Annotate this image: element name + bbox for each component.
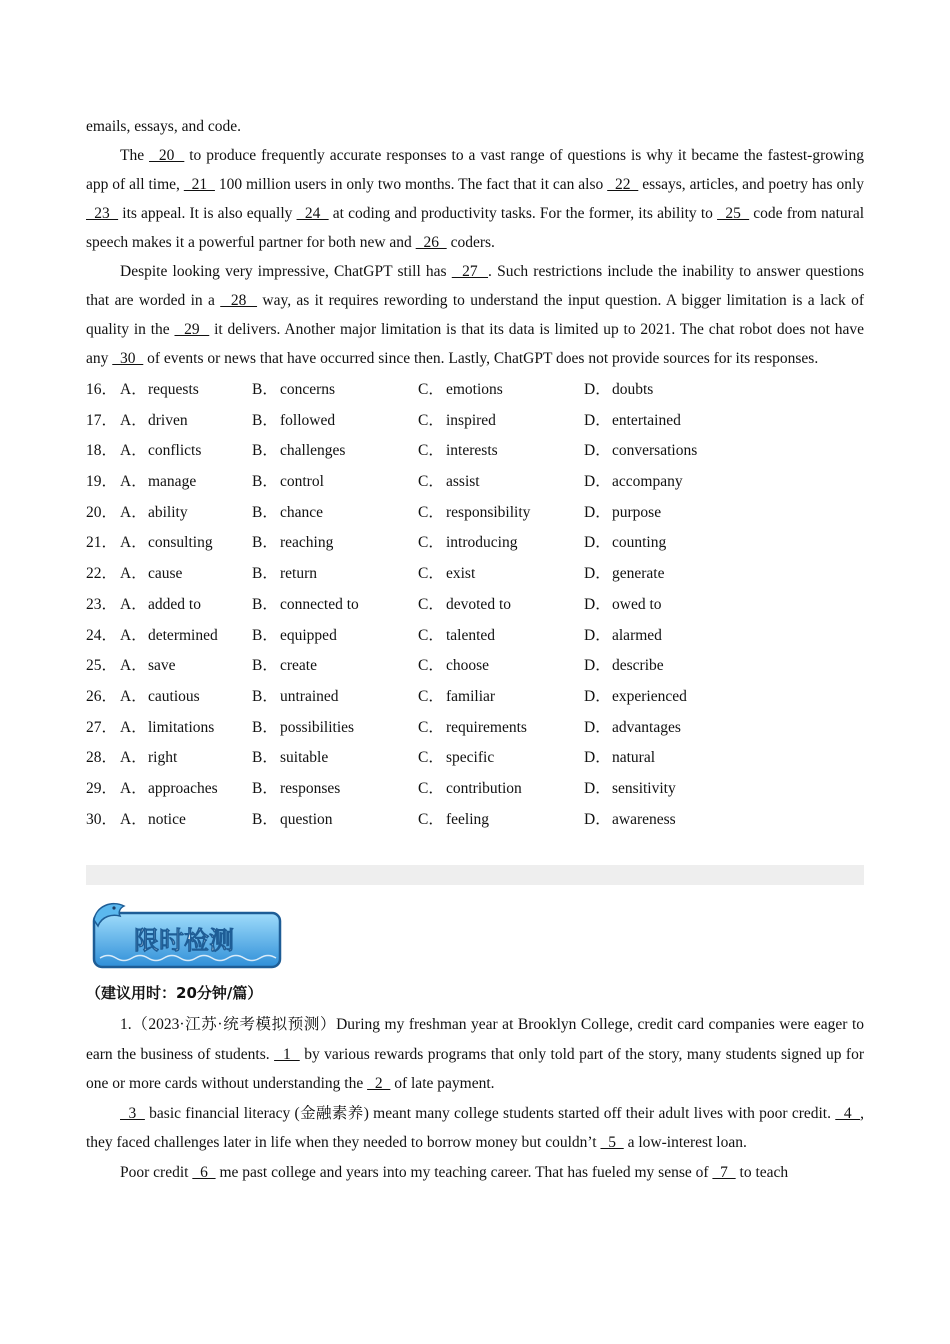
option-c [418, 590, 584, 621]
suggested-time: （建议用时：20分钟/篇） [86, 984, 263, 1002]
option-text: create [280, 657, 317, 675]
option-letter: A． [120, 411, 147, 429]
option-text: suitable [280, 749, 329, 767]
text-run: to teach [735, 1163, 789, 1181]
option-text: approaches [148, 779, 218, 797]
question-row [86, 743, 864, 774]
option-text: assist [446, 473, 480, 491]
option-c [418, 528, 584, 559]
option-letter: B． [252, 595, 278, 613]
option-c [418, 375, 584, 406]
option-text: requirements [446, 718, 527, 736]
option-d [584, 651, 754, 682]
option-text: choose [446, 657, 490, 675]
option-letter: C． [418, 749, 444, 767]
option-text: inspired [446, 411, 496, 429]
question-number: 19． [86, 473, 118, 491]
option-b [252, 406, 418, 437]
option-text: counting [612, 534, 667, 552]
option-letter: C． [418, 718, 444, 736]
question-number: 24． [86, 626, 118, 644]
option-text: talented [446, 626, 496, 644]
option-text: possibilities [280, 718, 355, 736]
option-letter: A． [120, 442, 147, 460]
passage-two [86, 1010, 864, 1187]
option-c [418, 621, 584, 652]
option-a [120, 682, 252, 713]
passage-one [86, 112, 864, 835]
text-run: 100 million users in only two months. The fact that it can also [214, 176, 608, 193]
option-b [252, 682, 418, 713]
option-text: owed to [612, 595, 662, 613]
option-c [418, 651, 584, 682]
option-letter: D． [584, 565, 611, 583]
option-b [252, 467, 418, 498]
question-number: 27． [86, 718, 118, 736]
option-letter: C． [418, 534, 444, 552]
option-text: natural [612, 749, 656, 767]
option-a [120, 559, 252, 590]
option-c [418, 559, 584, 590]
question-row [86, 682, 864, 713]
option-letter: B． [252, 565, 278, 583]
option-letter: B． [252, 411, 278, 429]
option-a [120, 375, 252, 406]
question-number: 21． [86, 534, 118, 552]
option-text: control [280, 473, 324, 491]
option-text: emotions [446, 381, 503, 398]
option-letter: C． [418, 411, 444, 429]
option-letter: C． [418, 657, 444, 675]
option-letter: B． [252, 810, 278, 828]
option-letter: D． [584, 779, 611, 797]
option-text: specific [446, 749, 495, 767]
option-a [120, 436, 252, 467]
question-number: 18． [86, 442, 118, 460]
text-run: to produce frequently accurate responses to a vast range of questions is why it became the fastest-growing app of all time, [86, 147, 864, 193]
option-text: generate [612, 565, 665, 583]
option-letter: B． [252, 534, 278, 552]
option-a [120, 406, 252, 437]
option-letter: D． [584, 442, 611, 460]
option-letter: D． [584, 810, 611, 828]
options-table [86, 375, 864, 835]
option-letter: C． [418, 687, 444, 705]
text-run: of events or news that have occurred since then. Lastly, ChatGPT does not provide sources for its responses. [143, 350, 819, 367]
option-d [584, 805, 754, 836]
question-row [86, 406, 864, 437]
option-c [418, 436, 584, 467]
answer-blank: 29 [174, 321, 210, 338]
option-text: doubts [612, 381, 654, 398]
question-row [86, 713, 864, 744]
option-letter: B． [252, 626, 278, 644]
option-text: awareness [612, 810, 676, 828]
question-number: 28． [86, 749, 118, 767]
option-b [252, 651, 418, 682]
option-c [418, 774, 584, 805]
option-text: question [280, 810, 333, 828]
option-letter: D． [584, 749, 611, 767]
option-text: experienced [612, 687, 687, 705]
question-row [86, 559, 864, 590]
option-letter: A． [120, 534, 147, 552]
option-d [584, 436, 754, 467]
option-letter: C． [418, 779, 444, 797]
option-c [418, 713, 584, 744]
option-letter: B． [252, 381, 278, 398]
option-d [584, 743, 754, 774]
option-letter: B． [252, 749, 278, 767]
option-letter: A． [120, 749, 147, 767]
option-letter: A． [120, 810, 147, 828]
passage-paragraph-2 [86, 257, 864, 373]
answer-blank: 22 [607, 176, 639, 193]
option-c [418, 467, 584, 498]
text-run: code from natural speech makes it a powerful partner for both new and [86, 205, 865, 251]
text-run: basic financial literacy (金融素养) meant many college students started off their adult lives with poor credit. [144, 1104, 836, 1122]
option-text: save [148, 657, 176, 675]
option-letter: D． [584, 381, 611, 398]
question-number: 29． [86, 779, 118, 797]
option-letter: C． [418, 381, 444, 398]
passage2-paragraph-3 [86, 1158, 864, 1188]
option-b [252, 375, 418, 406]
option-text: consulting [148, 534, 213, 552]
answer-blank: 25 [717, 205, 750, 222]
option-letter: B． [252, 718, 278, 736]
option-letter: D． [584, 626, 611, 644]
answer-blank: 24 [296, 205, 329, 222]
option-letter: C． [418, 810, 444, 828]
option-text: interests [446, 442, 498, 460]
option-d [584, 682, 754, 713]
option-a [120, 590, 252, 621]
option-letter: D． [584, 595, 611, 613]
text-run: , they faced challenges later in life when they needed to borrow money but couldn’t [86, 1104, 865, 1151]
option-c [418, 805, 584, 836]
answer-blank: 26 [415, 234, 447, 251]
option-b [252, 528, 418, 559]
question-number: 17． [86, 411, 118, 429]
option-c [418, 406, 584, 437]
option-letter: C． [418, 442, 444, 460]
option-b [252, 498, 418, 529]
option-letter: D． [584, 687, 611, 705]
option-a [120, 805, 252, 836]
question-number: 22． [86, 565, 118, 583]
option-text: introducing [446, 534, 518, 552]
text-run: of late payment. [390, 1075, 495, 1092]
answer-blank: 3 [120, 1104, 145, 1122]
option-b [252, 436, 418, 467]
question-number: 30． [86, 810, 118, 828]
option-text: purpose [612, 503, 662, 521]
option-text: requests [148, 381, 199, 398]
option-text: untrained [280, 687, 339, 705]
option-letter: C． [418, 503, 444, 521]
answer-blank: 4 [835, 1104, 861, 1122]
option-text: chance [280, 503, 324, 521]
question-number: 20． [86, 503, 118, 521]
text-run: way, as it requires rewording to understand the input question. A bigger limitation is a lack of quality in the [86, 292, 865, 338]
option-b [252, 743, 418, 774]
option-text: accompany [612, 473, 683, 491]
option-b [252, 774, 418, 805]
answer-blank: 1 [274, 1045, 300, 1063]
text-run: Poor credit [120, 1163, 193, 1181]
option-letter: D． [584, 657, 611, 675]
question-row [86, 805, 864, 836]
option-d [584, 559, 754, 590]
option-a [120, 528, 252, 559]
option-text: challenges [280, 442, 346, 460]
option-text: alarmed [612, 626, 662, 644]
option-text: connected to [280, 595, 359, 613]
option-d [584, 590, 754, 621]
option-text: responsibility [446, 503, 531, 521]
option-letter: A． [120, 565, 147, 583]
question-row [86, 590, 864, 621]
question-row [86, 467, 864, 498]
timed-test-banner [90, 898, 284, 972]
option-text: right [148, 749, 178, 767]
option-a [120, 651, 252, 682]
option-text: notice [148, 810, 186, 828]
option-c [418, 743, 584, 774]
text-run: at coding and productivity tasks. For the former, its ability to [328, 205, 718, 222]
option-b [252, 805, 418, 836]
option-letter: D． [584, 534, 611, 552]
answer-blank: 2 [367, 1075, 391, 1092]
question-number: 23． [86, 595, 118, 613]
passage-paragraph-1 [86, 141, 864, 257]
answer-blank: 20 [149, 147, 185, 164]
option-text: conflicts [148, 442, 202, 460]
option-letter: D． [584, 411, 611, 429]
text-run: Despite looking very impressive, ChatGPT still has [120, 263, 452, 280]
answer-blank: 21 [183, 176, 215, 193]
option-d [584, 498, 754, 529]
question-row [86, 651, 864, 682]
option-a [120, 713, 252, 744]
option-text: cautious [148, 687, 200, 705]
option-text: added to [148, 595, 201, 613]
question-row [86, 528, 864, 559]
option-letter: D． [584, 718, 611, 736]
option-text: followed [280, 411, 336, 429]
option-text: describe [612, 657, 664, 675]
option-letter: B． [252, 657, 278, 675]
option-text: determined [148, 626, 218, 644]
passage2-paragraph-1 [86, 1010, 864, 1099]
question-row [86, 375, 864, 406]
option-text: equipped [280, 626, 337, 644]
option-text: limitations [148, 718, 215, 736]
option-letter: D． [584, 473, 611, 491]
option-letter: A． [120, 718, 147, 736]
option-text: advantages [612, 718, 681, 736]
option-letter: A． [120, 779, 147, 797]
option-text: conversations [612, 442, 698, 460]
option-d [584, 528, 754, 559]
passage2-paragraph-2 [86, 1099, 864, 1158]
question-number: 16． [86, 381, 118, 398]
question-number: 25． [86, 657, 118, 675]
option-text: ability [148, 503, 188, 521]
option-letter: A． [120, 687, 147, 705]
option-text: devoted to [446, 595, 511, 613]
answer-blank: 27 [451, 263, 489, 280]
option-c [418, 682, 584, 713]
option-text: sensitivity [612, 779, 676, 797]
banner-title: 限时检测 [134, 926, 235, 955]
option-d [584, 375, 754, 406]
option-text: entertained [612, 411, 681, 429]
text-run: me past college and years into my teaching career. That has fueled my sense of [215, 1163, 713, 1181]
option-a [120, 774, 252, 805]
option-letter: D． [584, 503, 611, 521]
option-letter: C． [418, 595, 444, 613]
option-text: concerns [280, 381, 336, 398]
option-letter: A． [120, 626, 147, 644]
option-letter: B． [252, 687, 278, 705]
option-letter: A． [120, 503, 147, 521]
answer-blank: 30 [112, 350, 144, 367]
passage-line: emails, essays, and code. [86, 118, 241, 135]
option-letter: C． [418, 473, 444, 491]
option-letter: B． [252, 473, 278, 491]
option-d [584, 774, 754, 805]
section-divider [86, 865, 864, 885]
question-row [86, 498, 864, 529]
option-b [252, 559, 418, 590]
text-run: it delivers. Another major limitation is that its data is limited up to 2021. The chat robot does not have any [86, 321, 864, 367]
text-run: 1.（2023·江苏·统考模拟预测）During my freshman year at Brooklyn College, credit card companies were eager to earn the business of students. [86, 1016, 864, 1063]
answer-blank: 28 [220, 292, 258, 309]
option-text: responses [280, 779, 341, 797]
option-letter: A． [120, 473, 147, 491]
option-text: manage [148, 473, 197, 491]
option-text: return [280, 565, 318, 583]
answer-blank: 7 [712, 1163, 736, 1181]
option-letter: C． [418, 626, 444, 644]
option-a [120, 743, 252, 774]
option-b [252, 590, 418, 621]
option-text: driven [148, 411, 188, 429]
text-run: by various rewards programs that only told part of the story, many students signed up for one or more cards without understanding the [86, 1045, 865, 1092]
question-row [86, 436, 864, 467]
option-d [584, 406, 754, 437]
answer-blank: 6 [192, 1163, 216, 1181]
option-text: feeling [446, 810, 490, 828]
option-letter: A． [120, 381, 147, 398]
answer-blank: 5 [600, 1134, 624, 1151]
option-d [584, 713, 754, 744]
text-run: essays, articles, and poetry has only [638, 176, 865, 193]
option-c [418, 498, 584, 529]
option-a [120, 467, 252, 498]
text-run: The [120, 147, 150, 164]
text-run: its appeal. It is also equally [118, 205, 297, 222]
answer-blank: 23 [86, 205, 119, 222]
option-letter: A． [120, 657, 147, 675]
option-a [120, 621, 252, 652]
option-text: exist [446, 565, 476, 583]
option-text: reaching [280, 534, 334, 552]
text-run: coders. [446, 234, 495, 251]
option-letter: C． [418, 565, 444, 583]
text-run: . Such restrictions include the inability to answer questions that are worded in a [86, 263, 864, 309]
option-letter: A． [120, 595, 147, 613]
option-a [120, 498, 252, 529]
option-text: familiar [446, 687, 496, 705]
option-letter: B． [252, 779, 278, 797]
option-text: cause [148, 565, 183, 583]
question-row [86, 621, 864, 652]
text-run: a low-interest loan. [623, 1134, 747, 1151]
option-letter: B． [252, 503, 278, 521]
option-text: contribution [446, 779, 522, 797]
option-letter: B． [252, 442, 278, 460]
option-d [584, 467, 754, 498]
question-number: 26． [86, 687, 118, 705]
question-row [86, 774, 864, 805]
option-b [252, 713, 418, 744]
option-d [584, 621, 754, 652]
option-b [252, 621, 418, 652]
